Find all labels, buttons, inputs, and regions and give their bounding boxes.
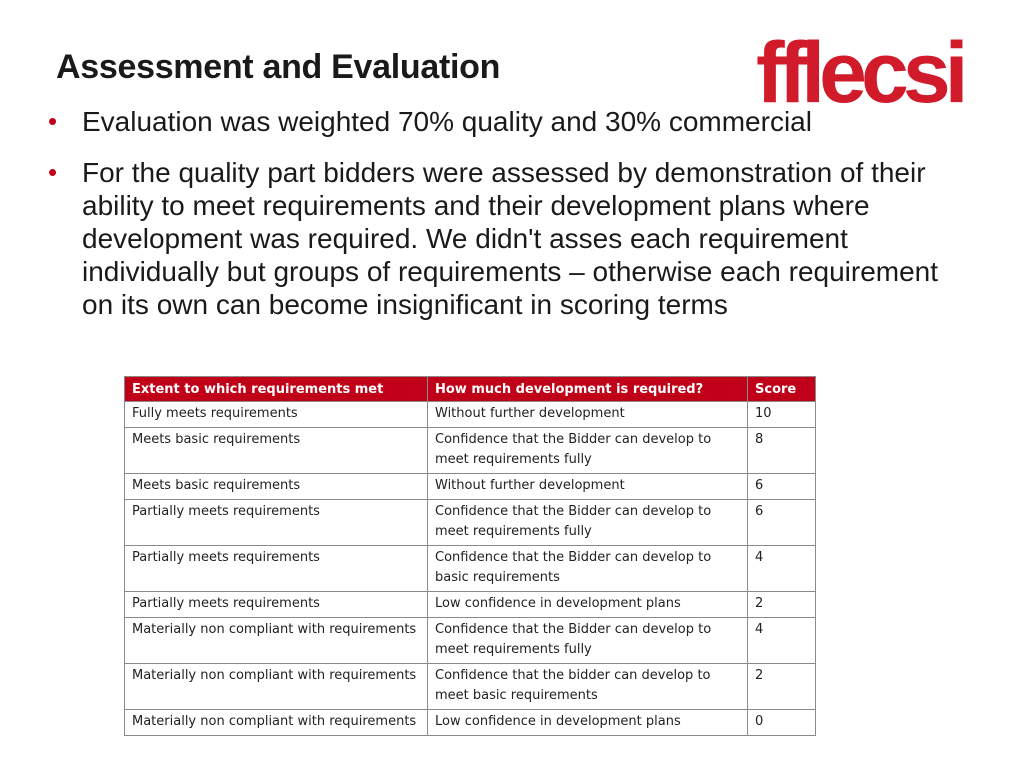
cell-score: 10: [748, 402, 816, 428]
cell-development: Low confidence in development plans: [428, 710, 748, 736]
cell-score: 6: [748, 500, 816, 546]
cell-extent: Fully meets requirements: [125, 402, 428, 428]
bullet-dot-icon: •: [48, 157, 58, 187]
table-row: [125, 500, 816, 546]
cell-score: 6: [748, 474, 816, 500]
cell-score: 4: [748, 618, 816, 664]
scoring-table-container: [124, 376, 816, 736]
bullet-list: [48, 105, 948, 321]
scoring-table: [124, 376, 816, 736]
cell-extent: Meets basic requirements: [125, 474, 428, 500]
cell-extent: Partially meets requirements: [125, 546, 428, 592]
cell-extent: Partially meets requirements: [125, 592, 428, 618]
cell-extent: Partially meets requirements: [125, 500, 428, 546]
cell-development: Confidence that the Bidder can develop to meet requirements fully: [428, 428, 748, 474]
cell-score: 2: [748, 664, 816, 710]
table-row: [125, 474, 816, 500]
table-row: [125, 592, 816, 618]
table-row: [125, 710, 816, 736]
cell-development: Without further development: [428, 474, 748, 500]
cell-development: Confidence that the Bidder can develop to meet requirements fully: [428, 618, 748, 664]
cell-development: Low confidence in development plans: [428, 592, 748, 618]
cell-score: 0: [748, 710, 816, 736]
bullet-text: Evaluation was weighted 70% quality and 30% commercial: [82, 106, 812, 137]
bullet-text: For the quality part bidders were assessed by demonstration of their ability to meet requirements and their development plans where development was required. We didn't asses each requirement individually but groups of requirements – otherwise each requirement on its own can become insignificant in scoring terms: [82, 157, 939, 320]
cell-extent: Materially non compliant with requirements: [125, 664, 428, 710]
fflecsi-logo: [752, 28, 982, 112]
table-header-row: [125, 377, 816, 402]
cell-extent: Meets basic requirements: [125, 428, 428, 474]
bullet-item: [48, 156, 948, 321]
table-row: [125, 546, 816, 592]
slide-title: Assessment and Evaluation: [56, 48, 501, 86]
header-development: How much development is required?: [428, 377, 748, 402]
cell-extent: Materially non compliant with requirements: [125, 618, 428, 664]
cell-development: Confidence that the Bidder can develop to meet requirements fully: [428, 500, 748, 546]
cell-development: Without further development: [428, 402, 748, 428]
logo-text: fflecsi: [756, 28, 963, 112]
header-score: Score: [748, 377, 816, 402]
cell-score: 8: [748, 428, 816, 474]
cell-score: 2: [748, 592, 816, 618]
cell-development: Confidence that the bidder can develop to meet basic requirements: [428, 664, 748, 710]
bullet-item: [48, 105, 948, 138]
cell-score: 4: [748, 546, 816, 592]
table-row: [125, 428, 816, 474]
table-row: [125, 618, 816, 664]
header-extent: Extent to which requirements met: [125, 377, 428, 402]
cell-development: Confidence that the Bidder can develop to basic requirements: [428, 546, 748, 592]
table-row: [125, 664, 816, 710]
bullet-dot-icon: •: [48, 106, 58, 136]
table-row: [125, 402, 816, 428]
cell-extent: Materially non compliant with requirements: [125, 710, 428, 736]
